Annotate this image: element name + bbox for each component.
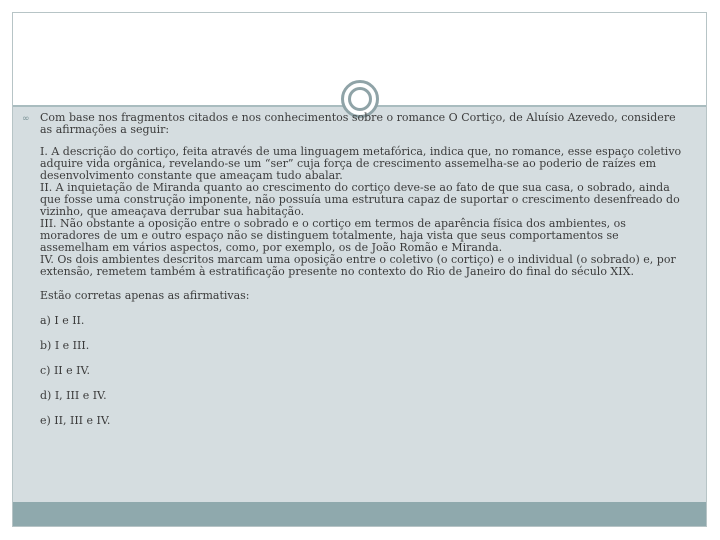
option-c: c) II e IV. bbox=[40, 364, 91, 377]
lead-text: Com base nos fragmentos citados e nos conhecimentos sobre o romance O Cortiço, de Aluísio Azevedo, considere as afirmações a seguir: bbox=[40, 111, 676, 136]
option-e: e) II, III e IV. bbox=[40, 414, 111, 427]
statement-3: III. Não obstante a oposição entre o sobrado e o cortiço em termos de aparência física dos ambientes, os moradores de um e outro espaço não se distinguem totalmente, haja vista que seus comportamentos se assemelham em vários aspectos, como, por exemplo, os de João Romão e Miranda. bbox=[40, 217, 626, 254]
option-a: a) I e II. bbox=[40, 314, 85, 327]
statement-1: I. A descrição do cortiço, feita através de uma linguagem metafórica, indica que, no romance, esse espaço coletivo adquire vida orgânica, revelando-se um “ser” cuja força de crescimento assemelha-se ao poderio de raízes em desenvolvimento constante que ameaçam tudo abalar. bbox=[40, 145, 682, 182]
statement-4: IV. Os dois ambientes descritos marcam uma oposição entre o coletivo (o cortiço) e o individual (o sobrado) e, por extensão, remetem também à estratificação presente no contexto do Rio de Janeiro do final do século XIX. bbox=[40, 253, 676, 278]
statement-2: II. A inquietação de Miranda quanto ao crescimento do cortiço deve-se ao fato de que sua casa, o sobrado, ainda que fosse uma construção imponente, não possuía uma estrutura capaz de suportar o crescimento desenfreado do vizinho, que ameaçava derrubar sua habitação. bbox=[40, 181, 680, 218]
bullet-glyph-icon: ∞ bbox=[22, 114, 30, 124]
statements bbox=[20, 146, 688, 278]
option-b: b) I e III. bbox=[40, 339, 90, 352]
option-d: d) I, III e IV. bbox=[40, 389, 107, 402]
question-body bbox=[20, 112, 688, 427]
circle-ornament-inner bbox=[348, 87, 372, 111]
question-lead bbox=[20, 112, 688, 136]
footer-band bbox=[13, 502, 706, 526]
question-prompt: Estão corretas apenas as afirmativas: bbox=[40, 289, 250, 302]
